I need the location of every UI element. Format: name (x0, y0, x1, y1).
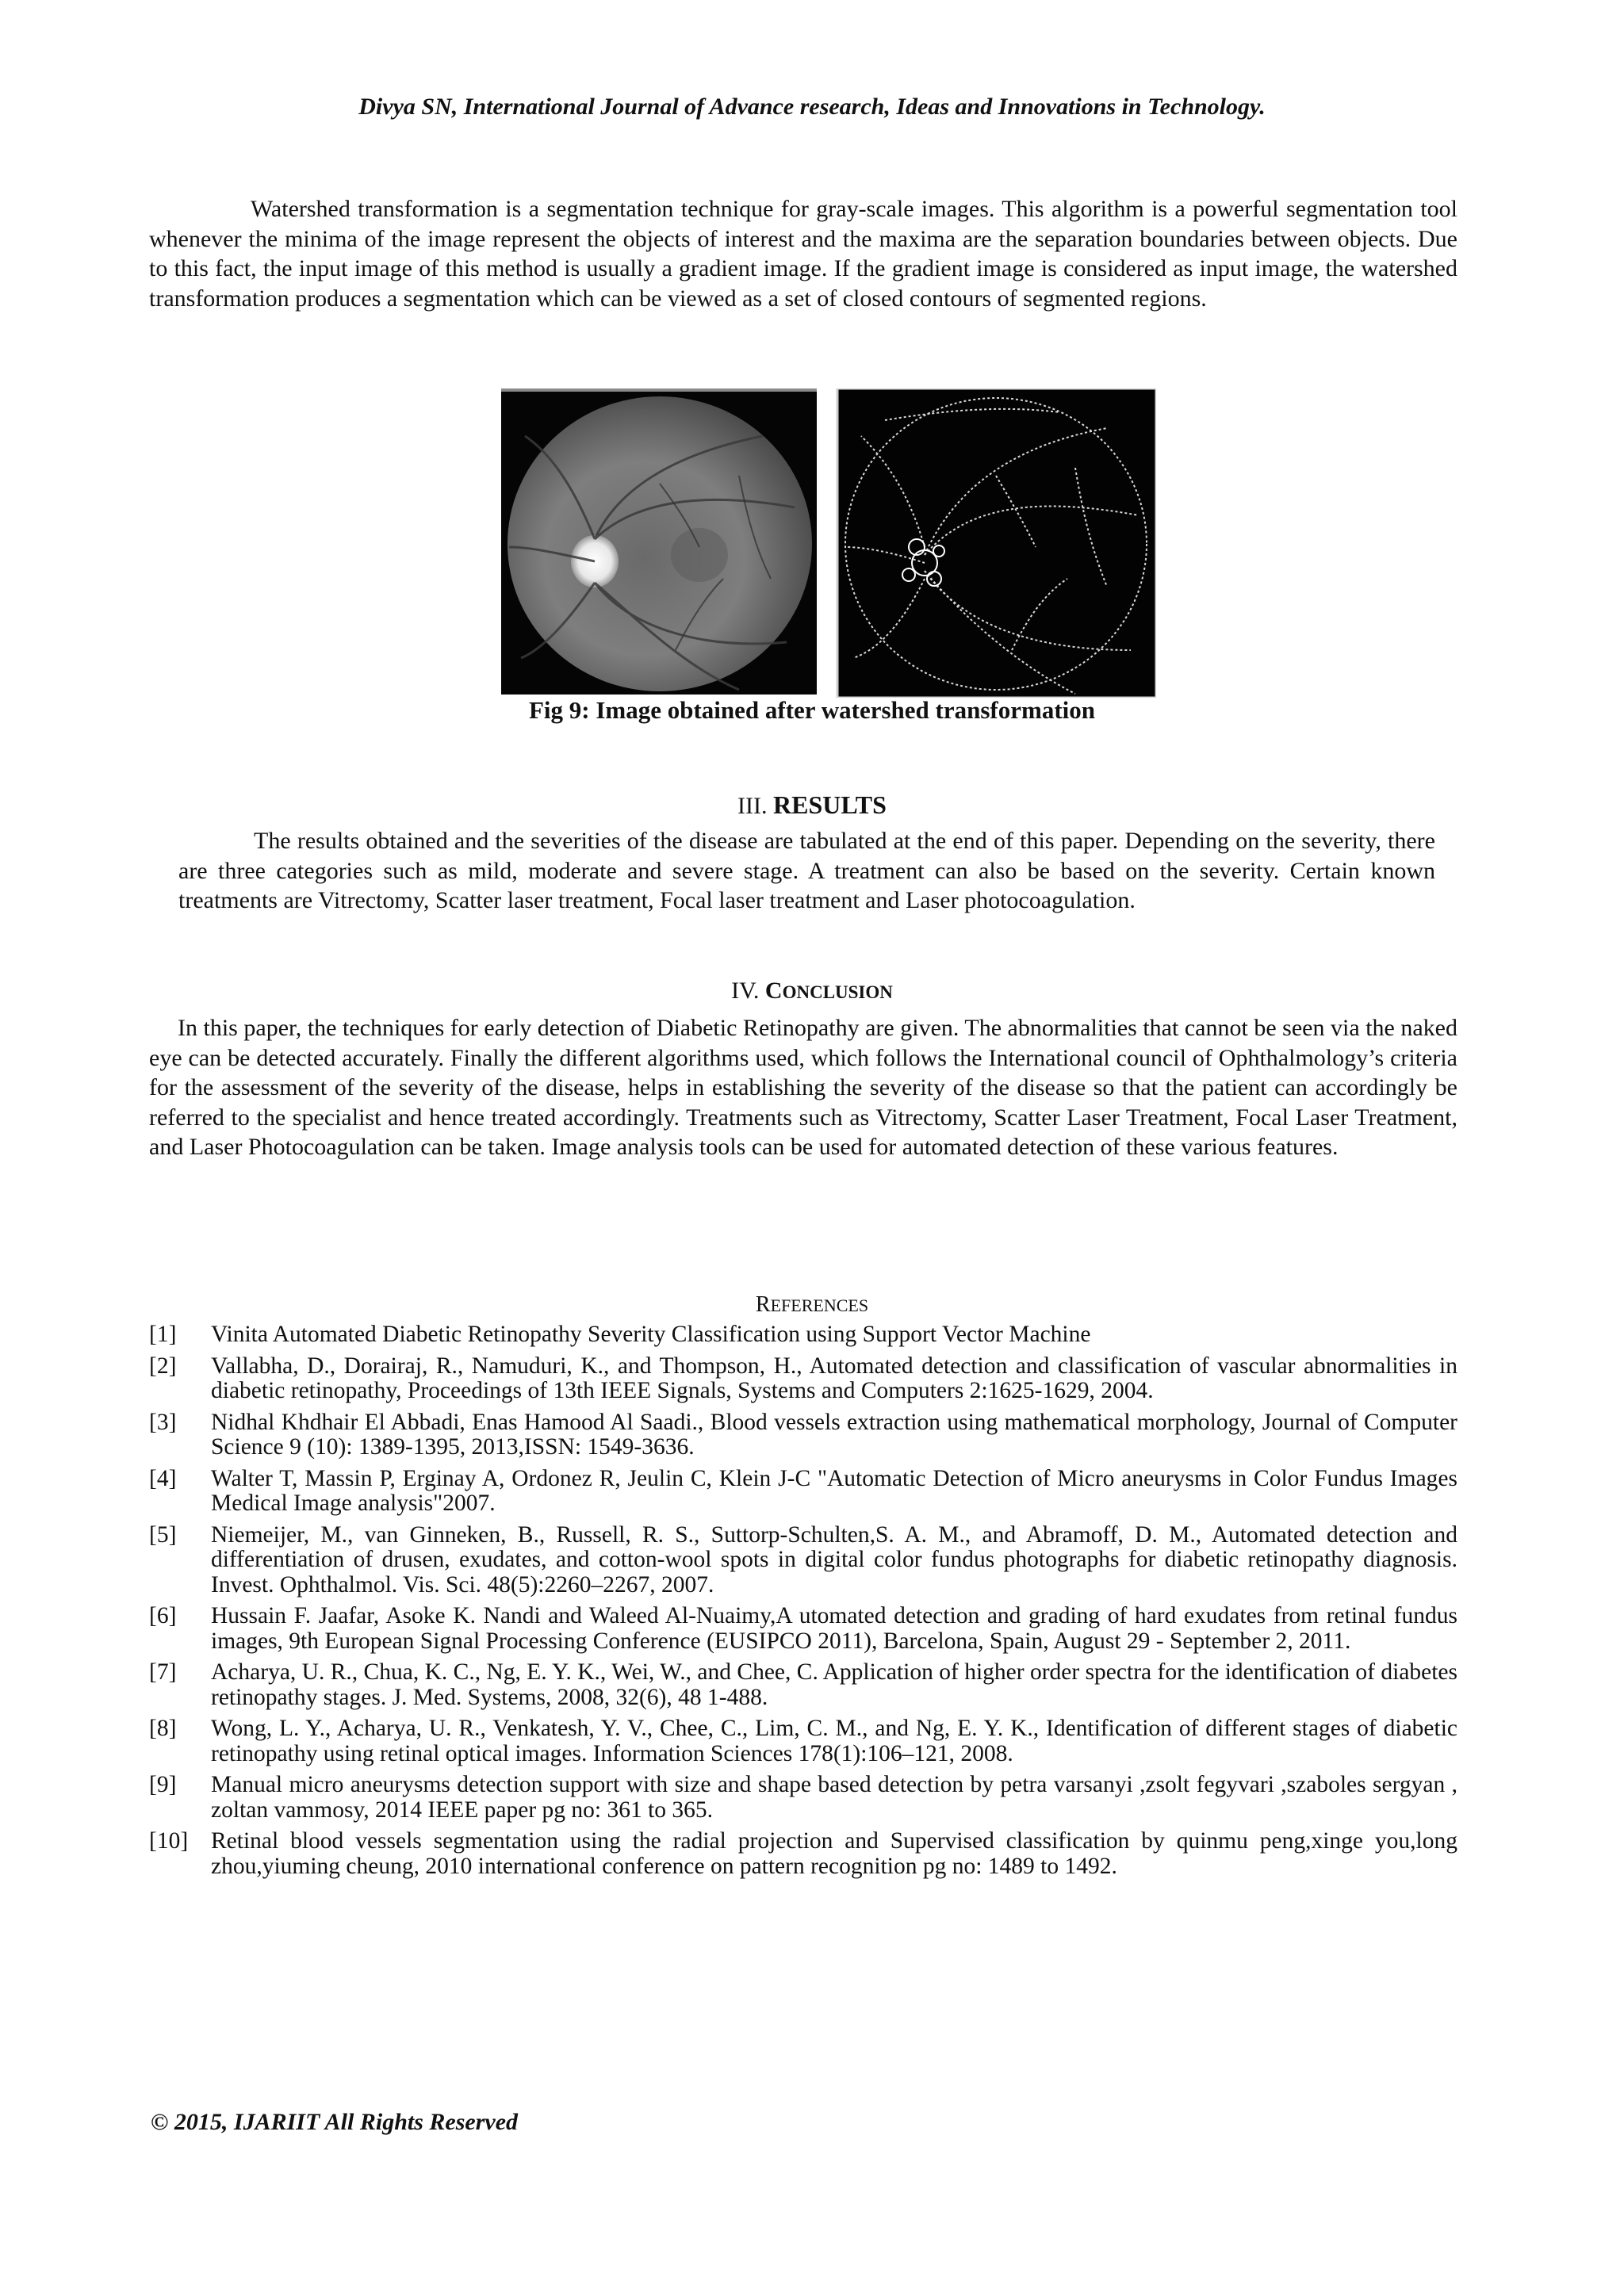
section-number: IV. (731, 978, 760, 1004)
reference-text: Nidhal Khdhair El Abbadi, Enas Hamood Al Saadi., Blood vessels extraction using mathematical morphology, Journal of Computer Science 9 (10): 1389-1395, 2013,ISSN: 1549-3636. (211, 1409, 1457, 1460)
reference-text: Vinita Automated Diabetic Retinopathy Severity Classification using Support Vector Machine (211, 1322, 1091, 1347)
reference-item (149, 1523, 1457, 1598)
reference-text: Acharya, U. R., Chua, K. C., Ng, E. Y. K., Wei, W., and Chee, C. Application of higher order spectra for the identification of diabetes retinopathy stages. J. Med. Systems, 2008, 32(6), 48 1-488. (211, 1659, 1457, 1710)
reference-number: [7] (149, 1659, 177, 1685)
reference-number: [2] (149, 1353, 177, 1379)
reference-number: [4] (149, 1465, 177, 1491)
conclusion-paragraph: In this paper, the techniques for early detection of Diabetic Retinopathy are given. The abnormalities that cannot be seen via the naked eye can be detected accurately. Finally the different algorithms used, which follows the International council of Ophthalmology’s criteria for the assessment of the severity of the disease, helps in establishing the severity of the disease so that the patient can accordingly be referred to the specialist and hence treated accordingly. Treatments such as Vitrectomy, Scatter Laser Treatment, Focal Laser Treatment, and Laser Photocoagulation can be taken. Image analysis tools can be used for automated detection of these various features. (149, 1015, 1457, 1160)
reference-text: Manual micro aneurysms detection support with size and shape based detection by petra varsanyi ,zsolt fegyvari ,szaboles sergyan , zoltan vammosy, 2014 IEEE paper pg no: 361 to 365. (211, 1772, 1457, 1823)
figure-9 (501, 388, 1156, 698)
fundus-image (501, 388, 817, 695)
copyright-footer: © 2015, IJARIIT All Rights Reserved (151, 2109, 519, 2135)
intro-paragraph: Watershed transformation is a segmentation technique for gray-scale images. This algorithm is a powerful segmentation tool whenever the minima of the image represent the objects of interest and the maxima are the separation boundaries between objects. Due to this fact, the input image of this method is usually a gradient image. If the gradient image is considered as input image, the watershed transformation produces a segmentation which can be viewed as a set of closed contours of segmented regions. (149, 196, 1457, 312)
reference-item (149, 1410, 1457, 1460)
watershed-result-image (837, 388, 1156, 698)
reference-item (149, 1773, 1457, 1823)
reference-item (149, 1322, 1457, 1348)
reference-text: Retinal blood vessels segmentation using the radial projection and Supervised classification by quinmu peng,xinge you,long zhou,yiuming cheung, 2010 international conference on pattern recognition pg no: 1489 to 1492. (211, 1828, 1457, 1879)
reference-item (149, 1829, 1457, 1879)
reference-text: Niemeijer, M., van Ginneken, B., Russell, R. S., Suttorp-Schulten,S. A. M., and Abramoff, D. M., Automated detection and differentiation of drusen, exudates, and cotton-wool spots in digital color fundus photographs for diabetic retinopathy diagnosis. Invest. Ophthalmol. Vis. Sci. 48(5):2260–2267, 2007. (211, 1521, 1457, 1598)
section-title: RESULTS (773, 790, 887, 819)
reference-item (149, 1716, 1457, 1766)
figure-caption: Fig 9: Image obtained after watershed transformation (528, 696, 1096, 724)
reference-number: [3] (149, 1409, 177, 1435)
reference-item (149, 1660, 1457, 1710)
reference-item (149, 1354, 1457, 1404)
reference-item (149, 1467, 1457, 1517)
section-number: III. (737, 793, 768, 819)
reference-text: Vallabha, D., Dorairaj, R., Namuduri, K., and Thompson, H., Automated detection and classification of vascular abnormalities in diabetic retinopathy, Proceedings of 13th IEEE Signals, Systems and Computers 2:1625-1629, 2004. (211, 1353, 1457, 1403)
results-paragraph: The results obtained and the severities of the disease are tabulated at the end of this paper. Depending on the severity, there are three categories such as mild, moderate and severe stage. A treatment can also be based on the severity. Certain known treatments are Vitrectomy, Scatter laser treatment, Focal laser treatment and Laser photocoagulation. (178, 828, 1435, 913)
reference-text: Walter T, Massin P, Erginay A, Ordonez R, Jeulin C, Klein J-C "Automatic Detection of Micro aneurysms in Color Fundus Images Medical Image analysis"2007. (211, 1465, 1457, 1516)
reference-number: [9] (149, 1772, 177, 1797)
section-heading-results (0, 790, 1624, 820)
reference-item (149, 1604, 1457, 1654)
reference-number: [10] (149, 1828, 189, 1854)
reference-text: Wong, L. Y., Acharya, U. R., Venkatesh, Y. V., Chee, C., Lim, C. M., and Ng, E. Y. K., Identification of different stages of diabetic retinopathy using retinal optical images. Information Sciences 178(1):106–121, 2008. (211, 1716, 1457, 1766)
running-head: Divya SN, International Journal of Advance research, Ideas and Innovations in Technology. (358, 94, 1266, 120)
reference-number: [6] (149, 1603, 177, 1628)
section-heading-conclusion (0, 978, 1624, 1004)
reference-number: [8] (149, 1716, 177, 1741)
reference-number: [1] (149, 1322, 177, 1347)
references-heading: REFERENCES (755, 1292, 869, 1317)
reference-text: Hussain F. Jaafar, Asoke K. Nandi and Waleed Al-Nuaimy,A utomated detection and grading of hard exudates from retinal fundus images, 9th European Signal Processing Conference (EUSIPCO 2011), Barcelona, Spain, August 29 - September 2, 2011. (211, 1603, 1457, 1654)
reference-list (149, 1322, 1457, 1885)
section-title: CONCLUSION (764, 978, 893, 1004)
reference-number: [5] (149, 1521, 177, 1548)
